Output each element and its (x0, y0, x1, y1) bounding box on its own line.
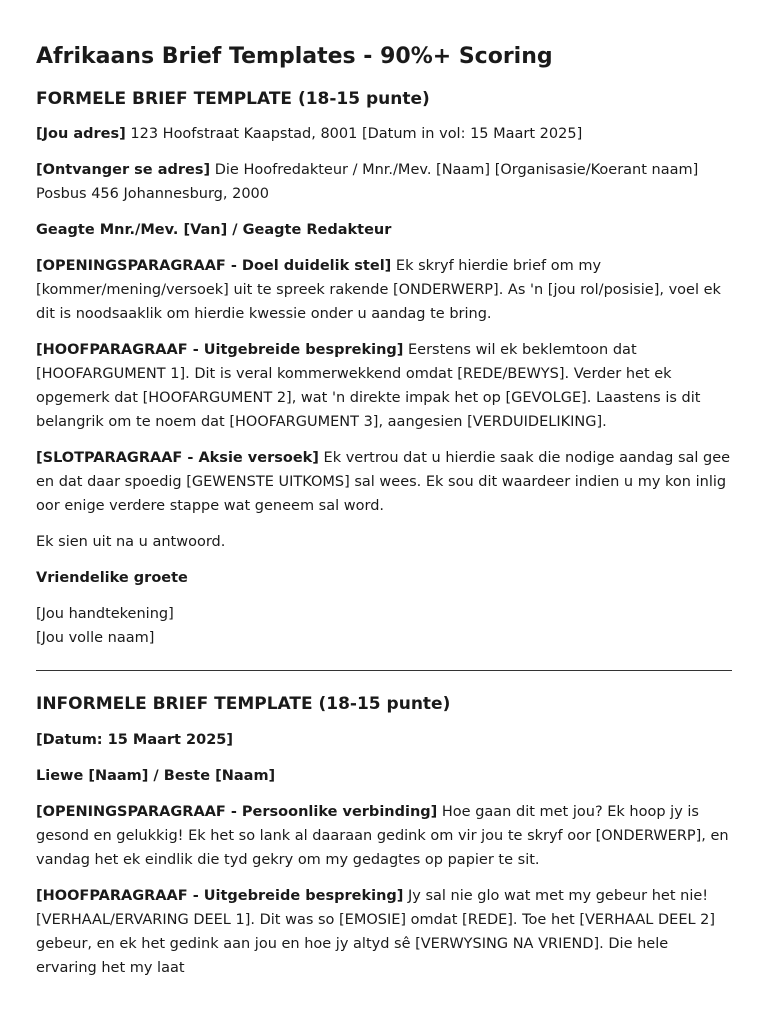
signature-block (36, 602, 732, 650)
page-title: Afrikaans Brief Templates - 90%+ Scoring (36, 44, 553, 69)
formal-letter-section (36, 88, 732, 650)
sender-address (36, 122, 732, 146)
informal-opening-paragraph (36, 800, 732, 872)
informal-body-paragraph (36, 884, 732, 980)
informal-salutation: Liewe [Naam] / Beste [Naam] (36, 767, 276, 784)
body-text: Eerstens wil ek beklemtoon dat [HOOFARGUMENT 1]. Dit is veral kommerwekkend omdat [REDE/BEWYS]. Verder het ek opgemerk dat [HOOFARGUMENT 2], wat 'n direkte impak het op [GEVOLGE]. Laastens is dit belangrik om te noem dat [HOOFARGUMENT 3], aangesien [VERDUIDELIKING]. (36, 342, 701, 431)
opening-label: [OPENINGSPARAGRAAF - Doel duidelik stel] (36, 258, 392, 275)
sender-text: 123 Hoofstraat Kaapstad, 8001 [Datum in vol: 15 Maart 2025] (125, 126, 583, 143)
closing-label: [SLOTPARAGRAAF - Aksie versoek] (36, 450, 319, 467)
informal-body-text: Jy sal nie glo wat met my gebeur het nie! [VERHAAL/ERVARING DEEL 1]. Dit was so [EMOSIE] omdat [REDE]. Toe het [VERHAAL DEEL 2] gebeur, en ek het gedink aan jou en hoe jy altyd sê [VERWYSING NA VRIEND]. Die hele ervaring het my laat (36, 887, 716, 976)
recipient-label: [Ontvanger se adres] (36, 162, 211, 179)
informal-opening-label: [OPENINGSPARAGRAAF - Persoonlike verbinding] (36, 803, 438, 820)
formal-heading: FORMELE BRIEF TEMPLATE (18-15 punte) (36, 89, 430, 110)
formal-body-paragraph (36, 338, 732, 434)
signature: [Jou handtekening] (36, 606, 174, 623)
recipient-address (36, 158, 732, 206)
informal-opening-text: Hoe gaan dit met jou? Ek hoop jy is gesond en gelukkig! Ek het so lank al daaraan gedink om vir jou te skryf oor [ONDERWERP], en vandag het ek eindlik die tyd gekry om my gedagtes op papier te sit. (36, 803, 729, 868)
formal-opening-paragraph (36, 254, 732, 326)
section-divider (36, 670, 732, 671)
informal-letter-section (36, 693, 732, 979)
formal-salutation: Geagte Mnr./Mev. [Van] / Geagte Redakteur (36, 222, 392, 239)
opening-text: Ek skryf hierdie brief om my [kommer/mening/versoek] uit te spreek rakende [ONDERWERP]. As 'n [jou rol/posisie], voel ek dit is noodsaaklik om hierdie kwessie onder u aandag te bring. (36, 258, 721, 323)
informal-body-label: [HOOFPARAGRAAF - Uitgebreide bespreking] (36, 887, 404, 904)
look-forward-line: Ek sien uit na u antwoord. (36, 534, 226, 551)
recipient-text: Die Hoofredakteur / Mnr./Mev. [Naam] [Organisasie/Koerant naam] Posbus 456 Johannesburg, 2000 (36, 162, 699, 203)
formal-closing-paragraph (36, 446, 732, 518)
regards-line: Vriendelike groete (36, 570, 188, 587)
informal-heading: INFORMELE BRIEF TEMPLATE (18-15 punte) (36, 694, 451, 715)
informal-date: [Datum: 15 Maart 2025] (36, 731, 233, 748)
full-name: [Jou volle naam] (36, 630, 155, 647)
body-label: [HOOFPARAGRAAF - Uitgebreide bespreking] (36, 342, 404, 359)
closing-text: Ek vertrou dat u hierdie saak die nodige aandag sal gee en dat daar spoedig [GEWENSTE UITKOMS] sal wees. Ek sou dit waardeer indien u my kon inlig oor enige verdere stappe wat geneem sal word. (36, 450, 731, 515)
sender-label: [Jou adres] (36, 126, 126, 143)
